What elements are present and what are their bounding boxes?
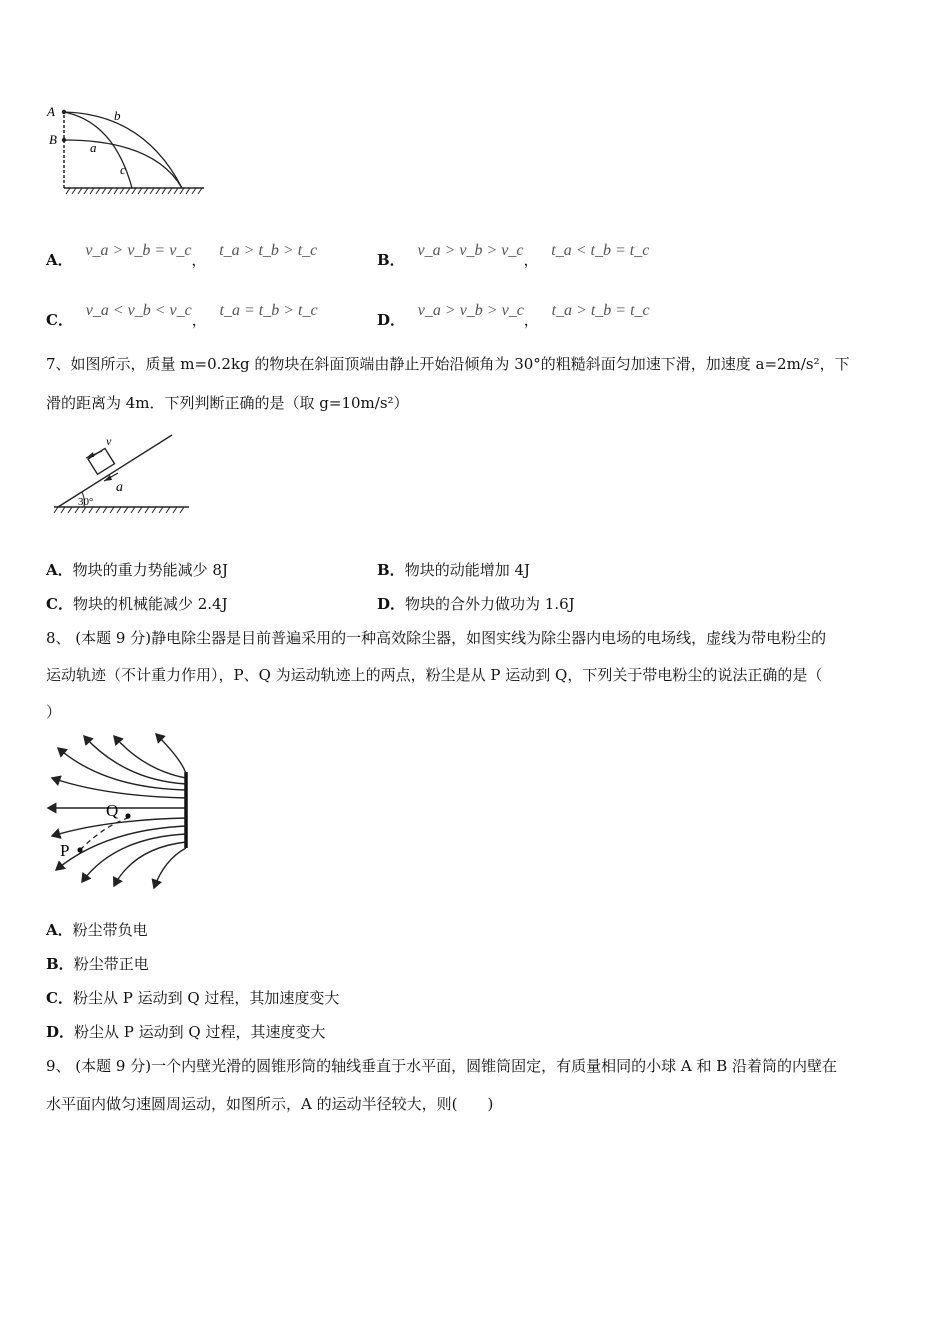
q9-stem-line2: 水平面内做匀速圆周运动，如图所示，A 的运动半径较大，则( ) [46, 1095, 494, 1113]
q8-option-a[interactable]: A．粉尘带负电 [46, 921, 148, 939]
q6-option-c[interactable]: C． v_a < v_b < v_c， t_a = t_b > t_c [46, 302, 318, 329]
electric-field-figure [44, 730, 194, 890]
q7-stem-line1: 7、如图所示，质量 m=0.2kg 的物块在斜面顶端由静止开始沿倾角为 30°的粗糙斜面匀加速下滑，加速度 a=2m/s²，下 [46, 355, 850, 373]
q7-option-d[interactable]: D．物块的合外力做功为 1.6J [377, 595, 575, 613]
incline-figure [44, 425, 199, 520]
q7-option-c[interactable]: C．物块的机械能减少 2.4J [46, 595, 228, 613]
label-v: v [106, 434, 112, 448]
label-b: b [114, 108, 121, 123]
q8-stem-line2: 运动轨迹（不计重力作用），P、Q 为运动轨迹上的两点，粉尘是从 P 运动到 Q，下列关于带电粉尘的说法正确的是（ [46, 666, 823, 684]
label-Q: Q [106, 801, 119, 820]
q8-option-c[interactable]: C．粉尘从 P 运动到 Q 过程，其加速度变大 [46, 989, 340, 1007]
q7-option-a[interactable]: A．物块的重力势能减少 8J [46, 561, 228, 579]
q9-stem-line1: 9、 (本题 9 分)一个内壁光滑的圆锥形筒的轴线垂直于水平面，圆锥筒固定，有质量相同的小球 A 和 B 沿着筒的内壁在 [46, 1057, 838, 1075]
q8-option-b[interactable]: B．粉尘带正电 [46, 955, 149, 973]
q6-option-d[interactable]: D． v_a > v_b > v_c， t_a > t_b = t_c [377, 302, 650, 329]
q7-option-b[interactable]: B．物块的动能增加 4J [377, 561, 531, 579]
q8-stem-line1: 8、 (本题 9 分)静电除尘器是目前普遍采用的一种高效除尘器，如图实线为除尘器内电场的电场线，虚线为带电粉尘的 [46, 629, 827, 647]
q7-stem-line2: 滑的距离为 4m．下列判断正确的是（取 g=10m/s²） [46, 394, 409, 412]
label-acceleration: a [116, 480, 123, 495]
q6-option-b[interactable]: B． v_a > v_b > v_c， t_a < t_b = t_c [377, 242, 650, 269]
label-P: P [60, 841, 70, 860]
q6-option-a[interactable]: A． v_a > v_b = v_c， t_a > t_b > t_c [46, 242, 318, 269]
q8-stem-line3: ） [46, 703, 62, 721]
label-a: a [90, 140, 97, 155]
label-A: A [47, 104, 55, 119]
q8-option-d[interactable]: D．粉尘从 P 运动到 Q 过程，其速度变大 [46, 1023, 326, 1041]
trajectory-figure [44, 100, 214, 205]
label-B: B [49, 132, 57, 147]
label-c: c [120, 162, 126, 177]
label-angle: 30° [78, 496, 94, 508]
